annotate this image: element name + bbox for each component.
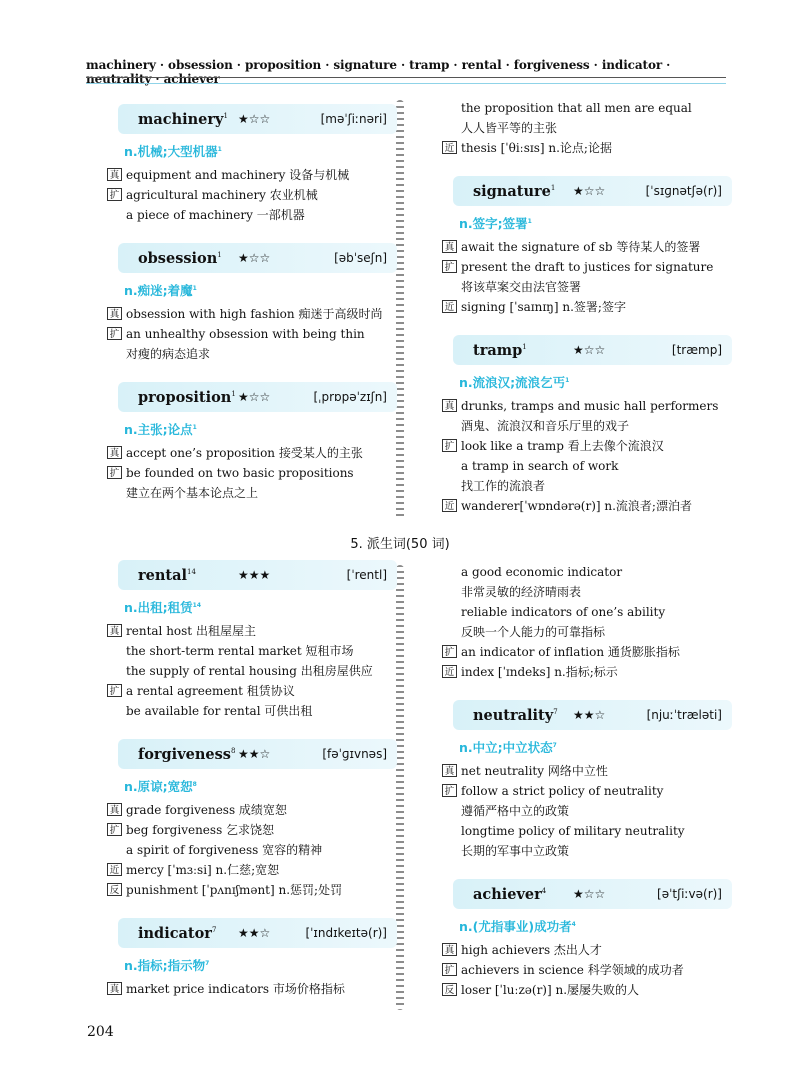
star-rating: ★☆☆ xyxy=(238,251,271,265)
tag-spacer xyxy=(442,801,461,821)
headword-bar xyxy=(453,700,732,730)
example-text: market price indicators 市场价格指标 xyxy=(126,982,345,996)
category-tag: 扩 xyxy=(442,645,457,658)
example-text: drunks, tramps and music hall performers xyxy=(461,399,719,413)
definition-frequency: 4 xyxy=(571,920,576,928)
example-line xyxy=(107,800,397,820)
example-line xyxy=(442,781,732,801)
headword xyxy=(138,111,238,128)
definition-text: n.痴迷;着魔 xyxy=(124,283,193,298)
example-line xyxy=(442,138,732,158)
frequency-count: 1 xyxy=(231,389,236,398)
example-line xyxy=(107,463,397,483)
tag-spacer xyxy=(107,661,126,681)
phonetic: [əˈtʃiːvə(r)] xyxy=(657,887,722,901)
headword xyxy=(138,925,238,942)
category-tag: 近 xyxy=(107,863,122,876)
phonetic: [fəˈɡɪvnəs] xyxy=(322,747,387,761)
star-rating: ★☆☆ xyxy=(238,390,271,404)
example-line xyxy=(442,277,732,297)
example-line xyxy=(442,396,732,416)
example-text: a rental agreement 租赁协议 xyxy=(126,684,295,698)
example-line xyxy=(442,582,732,602)
headword-bar xyxy=(453,335,732,365)
phonetic: [ˈɪndɪkeɪtə(r)] xyxy=(305,926,387,940)
headword xyxy=(138,746,238,763)
headword-bar xyxy=(118,104,397,134)
example-line xyxy=(442,801,732,821)
part-of-speech xyxy=(459,373,732,391)
part-of-speech xyxy=(124,598,397,616)
tag-spacer xyxy=(107,483,126,503)
part-of-speech xyxy=(124,777,397,795)
category-tag: 扩 xyxy=(442,439,457,452)
example-text: 长期的军事中立政策 xyxy=(461,844,570,858)
example-line xyxy=(107,840,397,860)
header-rule xyxy=(86,77,726,84)
headword xyxy=(473,886,573,903)
example-text: rental host 出租屋屋主 xyxy=(126,624,256,638)
dictionary-entry xyxy=(442,98,732,158)
dictionary-entry xyxy=(442,335,732,516)
example-text: thesis [ˈθiːsɪs] n.论点;论据 xyxy=(461,141,612,155)
example-line xyxy=(107,205,397,225)
definition-text: n.机械;大型机器 xyxy=(124,144,218,159)
category-tag: 扩 xyxy=(107,823,122,836)
frequency-count: 7 xyxy=(211,925,217,934)
dictionary-entry xyxy=(107,104,397,225)
tag-spacer xyxy=(107,701,126,721)
example-text: the supply of rental housing 出租房屋供应 xyxy=(126,664,373,678)
phonetic: [træmp] xyxy=(671,343,722,357)
part-of-speech xyxy=(124,420,397,438)
headword-text: achiever xyxy=(473,885,542,903)
definition-frequency: 1 xyxy=(192,284,197,292)
example-line xyxy=(107,661,397,681)
section-title: 5. 派生词(50 词) xyxy=(350,537,450,552)
column-left-bottom xyxy=(107,560,397,1017)
phonetic: [məˈʃiːnəri] xyxy=(320,112,387,126)
category-tag: 扩 xyxy=(107,327,122,340)
frequency-count: 1 xyxy=(550,183,556,192)
example-line xyxy=(107,344,397,364)
headword-text: rental xyxy=(138,566,188,584)
definition-text: n.中立;中立状态 xyxy=(459,740,553,755)
category-tag: 扩 xyxy=(442,784,457,797)
example-line xyxy=(442,761,732,781)
headword-bar xyxy=(118,382,397,412)
headword-text: obsession xyxy=(138,249,218,267)
frequency-count: 8 xyxy=(230,746,236,755)
example-text: high achievers 杰出人才 xyxy=(461,943,602,957)
example-line xyxy=(107,483,397,503)
category-tag: 扩 xyxy=(107,684,122,697)
category-tag: 近 xyxy=(442,300,457,313)
headword-text: machinery xyxy=(138,110,224,128)
definition-frequency: 1 xyxy=(527,217,532,225)
tag-spacer xyxy=(442,622,461,642)
category-tag: 真 xyxy=(442,943,457,956)
tag-spacer xyxy=(442,277,461,297)
dictionary-entry xyxy=(107,382,397,503)
tag-spacer xyxy=(107,641,126,661)
dictionary-entry xyxy=(442,879,732,1000)
example-text: the short-term rental market 短租市场 xyxy=(126,644,354,658)
star-rating: ★★★ xyxy=(238,568,271,582)
tag-spacer xyxy=(107,205,126,225)
example-line xyxy=(107,304,397,324)
category-tag: 近 xyxy=(442,665,457,678)
example-line xyxy=(442,602,732,622)
dictionary-entry xyxy=(107,739,397,900)
part-of-speech xyxy=(459,738,732,756)
column-right-top xyxy=(442,98,732,534)
example-line xyxy=(442,496,732,516)
headword xyxy=(138,250,238,267)
example-line xyxy=(107,641,397,661)
example-line xyxy=(442,940,732,960)
column-divider-bottom xyxy=(396,565,404,1010)
example-line xyxy=(107,860,397,880)
headword-text: neutrality xyxy=(473,706,554,724)
column-right-bottom xyxy=(442,562,732,1018)
example-line xyxy=(107,681,397,701)
example-line xyxy=(107,820,397,840)
star-rating: ★★☆ xyxy=(238,747,271,761)
definition-text: n.(尤指事业)成功者 xyxy=(459,919,572,934)
dictionary-entry xyxy=(107,918,397,999)
example-line xyxy=(442,841,732,861)
example-line xyxy=(442,960,732,980)
example-text: a good economic indicator xyxy=(461,565,623,579)
star-rating: ★☆☆ xyxy=(573,343,606,357)
headword xyxy=(473,707,573,724)
example-text: be available for rental 可供出租 xyxy=(126,704,313,718)
example-text: a piece of machinery 一部机器 xyxy=(126,208,305,222)
example-text: 人人皆平等的主张 xyxy=(461,121,558,135)
example-line xyxy=(442,642,732,662)
example-text: 酒鬼、流浪汉和音乐厅里的戏子 xyxy=(461,419,630,433)
headword xyxy=(138,389,238,406)
category-tag: 真 xyxy=(107,803,122,816)
headword-bar xyxy=(118,243,397,273)
headword-bar xyxy=(118,560,397,590)
category-tag: 反 xyxy=(107,883,122,896)
definition-text: n.流浪汉;流浪乞丐 xyxy=(459,375,566,390)
frequency-count: 1 xyxy=(217,250,222,259)
definition-frequency: 1 xyxy=(217,145,222,153)
part-of-speech xyxy=(124,281,397,299)
example-text: punishment [ˈpʌnɪʃmənt] n.惩罚;处罚 xyxy=(126,883,343,897)
category-tag: 真 xyxy=(107,982,122,995)
definition-text: n.原谅;宽恕 xyxy=(124,779,193,794)
example-line xyxy=(442,980,732,1000)
example-line xyxy=(442,297,732,317)
example-text: wanderer[ˈwɒndərə(r)] n.流浪者;漂泊者 xyxy=(461,499,692,513)
dictionary-entry xyxy=(442,562,732,682)
example-text: 反映一个人能力的可靠指标 xyxy=(461,625,606,639)
category-tag: 真 xyxy=(107,446,122,459)
dictionary-entry xyxy=(107,243,397,364)
category-tag: 真 xyxy=(107,307,122,320)
definition-text: n.出租;租赁 xyxy=(124,600,193,615)
example-line xyxy=(107,185,397,205)
example-text: obsession with high fashion 痴迷于高级时尚 xyxy=(126,307,383,321)
example-text: be founded on two basic propositions xyxy=(126,466,354,480)
headword-bar xyxy=(453,879,732,909)
tag-spacer xyxy=(107,840,126,860)
tag-spacer xyxy=(442,841,461,861)
example-text: a tramp in search of work xyxy=(461,459,619,473)
category-tag: 扩 xyxy=(107,188,122,201)
tag-spacer xyxy=(107,344,126,364)
example-text: net neutrality 网络中立性 xyxy=(461,764,608,778)
example-line xyxy=(107,880,397,900)
tag-spacer xyxy=(442,118,461,138)
example-line xyxy=(442,662,732,682)
tag-spacer xyxy=(442,416,461,436)
definition-frequency: 14 xyxy=(192,601,202,609)
running-header: machinery · obsession · proposition · signature · tramp · rental · forgiveness · indicator · neutrality · achiever xyxy=(86,58,671,86)
example-text: look like a tramp 看上去像个流浪汉 xyxy=(461,439,664,453)
example-text: present the draft to justices for signature xyxy=(461,260,714,274)
definition-frequency: 7 xyxy=(552,741,557,749)
example-line xyxy=(442,257,732,277)
column-left-top xyxy=(107,104,397,521)
example-line xyxy=(442,118,732,138)
star-rating: ★☆☆ xyxy=(573,887,606,901)
column-divider-top xyxy=(396,100,404,520)
category-tag: 真 xyxy=(442,399,457,412)
tag-spacer xyxy=(442,821,461,841)
example-text: 遵循严格中立的政策 xyxy=(461,804,570,818)
example-text: an unhealthy obsession with being thin xyxy=(126,327,365,341)
category-tag: 真 xyxy=(107,624,122,637)
example-line xyxy=(442,456,732,476)
category-tag: 扩 xyxy=(442,963,457,976)
headword-text: tramp xyxy=(473,341,523,359)
definition-frequency: 7 xyxy=(205,959,210,967)
phonetic: [njuːˈtræləti] xyxy=(646,708,722,722)
example-line xyxy=(442,436,732,456)
dictionary-entry xyxy=(442,700,732,861)
headword-text: forgiveness xyxy=(138,745,231,763)
example-line xyxy=(107,165,397,185)
example-line xyxy=(442,237,732,257)
part-of-speech xyxy=(459,917,732,935)
tag-spacer xyxy=(442,476,461,496)
example-text: a spirit of forgiveness 宽容的精神 xyxy=(126,843,323,857)
example-text: agricultural machinery 农业机械 xyxy=(126,188,318,202)
example-line xyxy=(442,416,732,436)
definition-text: n.主张;论点 xyxy=(124,422,193,437)
headword-bar xyxy=(118,918,397,948)
tag-spacer xyxy=(442,456,461,476)
star-rating: ★☆☆ xyxy=(573,184,606,198)
definition-text: n.指标;指示物 xyxy=(124,958,206,973)
example-line xyxy=(107,443,397,463)
page-number: 204 xyxy=(87,1024,114,1040)
category-tag: 扩 xyxy=(107,466,122,479)
category-tag: 近 xyxy=(442,141,457,154)
frequency-count: 1 xyxy=(522,342,527,351)
star-rating: ★★☆ xyxy=(573,708,606,722)
example-text: achievers in science 科学领域的成功者 xyxy=(461,963,684,977)
headword xyxy=(473,183,573,200)
tag-spacer xyxy=(442,98,461,118)
example-text: 找工作的流浪者 xyxy=(461,479,546,493)
example-text: grade forgiveness 成绩宽恕 xyxy=(126,803,287,817)
example-text: beg forgiveness 乞求饶恕 xyxy=(126,823,275,837)
example-text: await the signature of sb 等待某人的签署 xyxy=(461,240,701,254)
definition-frequency: 8 xyxy=(192,780,197,788)
part-of-speech xyxy=(124,956,397,974)
dictionary-entry xyxy=(442,176,732,317)
example-text: accept one’s proposition 接受某人的主张 xyxy=(126,446,363,460)
example-text: reliable indicators of one’s ability xyxy=(461,605,666,619)
example-line xyxy=(107,324,397,344)
headword-bar xyxy=(118,739,397,769)
phonetic: [ˌprɒpəˈzɪʃn] xyxy=(313,390,387,404)
phonetic: [ˈsɪɡnətʃə(r)] xyxy=(645,184,722,198)
category-tag: 真 xyxy=(442,240,457,253)
phonetic: [ˈrentl] xyxy=(346,568,387,582)
headword-text: proposition xyxy=(138,388,232,406)
example-text: mercy [ˈmɜːsi] n.仁慈;宽恕 xyxy=(126,863,280,877)
headword-bar xyxy=(453,176,732,206)
headword xyxy=(473,342,573,359)
dictionary-entry xyxy=(107,560,397,721)
frequency-count: 4 xyxy=(541,886,547,895)
category-tag: 扩 xyxy=(442,260,457,273)
example-text: longtime policy of military neutrality xyxy=(461,824,685,838)
definition-frequency: 1 xyxy=(192,423,197,431)
example-text: an indicator of inflation 通货膨胀指标 xyxy=(461,645,680,659)
frequency-count: 7 xyxy=(553,707,558,716)
part-of-speech xyxy=(459,214,732,232)
headword-text: signature xyxy=(473,182,551,200)
tag-spacer xyxy=(442,562,461,582)
example-text: 建立在两个基本论点之上 xyxy=(126,486,259,500)
example-line xyxy=(442,98,732,118)
example-text: loser [ˈluːzə(r)] n.屡屡失败的人 xyxy=(461,983,640,997)
example-line xyxy=(442,821,732,841)
example-text: 非常灵敏的经济晴雨表 xyxy=(461,585,582,599)
frequency-count: 1 xyxy=(223,111,228,120)
frequency-count: 14 xyxy=(187,567,196,576)
tag-spacer xyxy=(442,602,461,622)
example-text: 对瘦的病态追求 xyxy=(126,347,211,361)
example-line xyxy=(107,979,397,999)
definition-text: n.签字;签署 xyxy=(459,216,528,231)
example-line xyxy=(107,621,397,641)
phonetic: [əbˈseʃn] xyxy=(334,251,387,265)
example-text: signing [ˈsaɪnɪŋ] n.签署;签字 xyxy=(461,300,626,314)
star-rating: ★☆☆ xyxy=(238,112,271,126)
example-line xyxy=(107,701,397,721)
example-text: equipment and machinery 设备与机械 xyxy=(126,168,350,182)
example-line xyxy=(442,622,732,642)
example-line xyxy=(442,562,732,582)
category-tag: 近 xyxy=(442,499,457,512)
example-text: the proposition that all men are equal xyxy=(461,101,692,115)
category-tag: 真 xyxy=(442,764,457,777)
example-text: 将该草案交由法官签署 xyxy=(461,280,582,294)
category-tag: 反 xyxy=(442,983,457,996)
tag-spacer xyxy=(442,582,461,602)
headword-text: indicator xyxy=(138,924,212,942)
star-rating: ★★☆ xyxy=(238,926,271,940)
headword xyxy=(138,567,238,584)
example-text: follow a strict policy of neutrality xyxy=(461,784,664,798)
part-of-speech xyxy=(124,142,397,160)
definition-frequency: 1 xyxy=(565,376,570,384)
example-line xyxy=(442,476,732,496)
example-text: index [ˈɪndeks] n.指标;标示 xyxy=(461,665,618,679)
category-tag: 真 xyxy=(107,168,122,181)
